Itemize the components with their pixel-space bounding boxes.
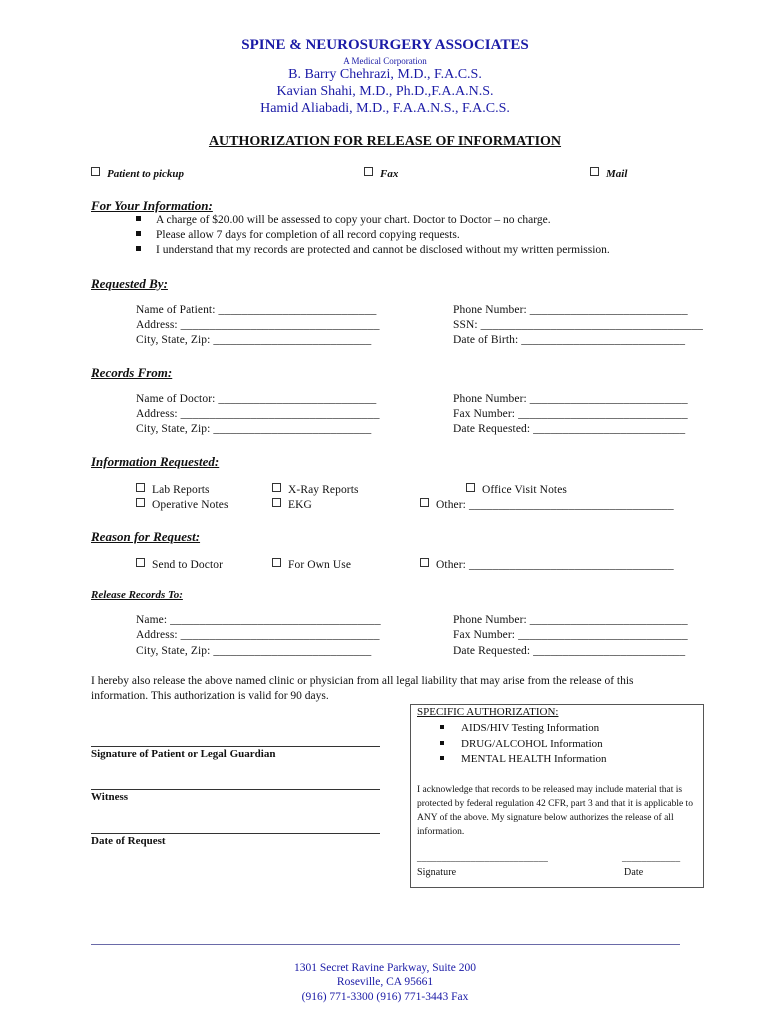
acknowledgement-text: I acknowledge that records to be released may include material that is protected by federal regulation 42 CFR, part 3 and that it is applicable to ANY of the above. My signature below authorizes the release of all information. [417,785,693,837]
checkbox-icon[interactable] [364,167,373,176]
footer-divider [91,944,680,945]
checkbox-icon[interactable] [420,498,429,507]
doctor-name: Hamid Aliabadi, M.D., F.A.A.N.S., F.A.C.S. [260,101,510,116]
info-bullet: I understand that my records are protected and cannot be disclosed without my written permission. [136,244,610,256]
option-fax[interactable] [364,167,398,180]
footer-address-line1: 1301 Secret Ravine Parkway, Suite 200 [294,962,476,974]
option-pickup[interactable] [91,167,184,180]
bullet-icon [440,725,444,729]
doctor-city-field[interactable]: City, State, Zip: ___________________________ [136,423,372,435]
auth-signature-label: Signature [417,867,457,878]
date-of-request-label: Date of Request [91,835,166,847]
section-heading-reason: Reason for Request: [91,529,201,544]
release-phone-field[interactable]: Phone Number: ___________________________ [453,614,688,626]
auth-item: AIDS/HIV Testing Information [440,722,599,734]
release-date-field[interactable]: Date Requested: __________________________ [453,645,686,657]
checkbox-icon[interactable] [136,483,145,492]
checkbox-icon[interactable] [91,167,100,176]
doctor-name-field[interactable]: Name of Doctor: ___________________________ [136,393,377,405]
checkbox-icon[interactable] [272,483,281,492]
auth-item: DRUG/ALCOHOL Information [440,738,603,750]
footer-phone: (916) 771-3300 (916) 771-3443 Fax [301,991,469,1003]
patient-address-field[interactable]: Address: __________________________________ [136,319,380,331]
checkbox-operative-notes[interactable]: Operative Notes [136,498,229,511]
section-heading-info: For Your Information: [91,198,213,213]
doctor-phone-field[interactable]: Phone Number: ___________________________ [453,393,688,405]
bullet-icon [440,756,444,760]
bullet-icon [136,231,141,236]
bullet-icon [440,741,444,745]
patient-city-field[interactable]: City, State, Zip: ___________________________ [136,334,372,346]
option-mail[interactable] [590,167,627,180]
form-title: AUTHORIZATION FOR RELEASE OF INFORMATION [208,134,562,149]
checkbox-icon[interactable] [466,483,475,492]
checkbox-lab-reports[interactable]: Lab Reports [136,483,210,496]
date-line[interactable] [91,833,380,834]
auth-date-label: Date [624,867,644,878]
witness-label: Witness [91,791,129,803]
practice-name: SPINE & NEUROSURGERY ASSOCIATES [241,37,529,53]
checkbox-icon[interactable] [420,558,429,567]
patient-dob-field[interactable]: Date of Birth: ____________________________ [453,334,686,346]
patient-name-field[interactable]: Name of Patient: ___________________________ [136,304,377,316]
bullet-icon [136,216,141,221]
patient-ssn-field[interactable]: SSN: ______________________________________ [453,319,703,331]
section-heading-release-to: Release Records To: [91,589,183,601]
section-heading-requested-by: Requested By: [91,276,168,291]
option-label: Fax [380,168,399,180]
checkbox-icon[interactable] [590,167,599,176]
release-city-field[interactable]: City, State, Zip: ___________________________ [136,645,372,657]
signature-line[interactable] [91,746,380,747]
release-statement: I hereby also release the above named clinic or physician from all legal liability that may arise from the release of this information. This authorization is valid for 90 days. [91,675,634,702]
checkbox-ekg[interactable]: EKG [272,498,312,511]
checkbox-icon[interactable] [136,558,145,567]
checkbox-office-visit-notes[interactable]: Office Visit Notes [466,483,567,496]
specific-authorization-title: SPECIFIC AUTHORIZATION: [417,706,559,718]
checkbox-icon[interactable] [136,498,145,507]
doctor-name: Kavian Shahi, M.D., Ph.D.,F.A.A.N.S. [276,84,494,99]
release-fax-field[interactable]: Fax Number: _____________________________ [453,629,688,641]
doctor-name: B. Barry Chehrazi, M.D., F.A.C.S. [288,67,482,82]
doctor-address-field[interactable]: Address: __________________________________ [136,408,380,420]
auth-item: MENTAL HEALTH Information [440,753,607,765]
checkbox-own-use[interactable]: For Own Use [272,558,351,571]
section-heading-information-requested: Information Requested: [91,454,220,469]
section-heading-records-from: Records From: [91,365,173,380]
checkbox-other-info[interactable]: Other: ___________________________________ [420,498,674,511]
option-label: Mail [606,168,628,180]
auth-signature-line[interactable]: ___________________________ [417,854,548,864]
release-name-field[interactable]: Name: ____________________________________ [136,614,381,626]
checkbox-icon[interactable] [272,558,281,567]
corporation-label: A Medical Corporation [343,56,427,66]
witness-line[interactable] [91,789,380,790]
date-requested-field[interactable]: Date Requested: __________________________ [453,423,686,435]
bullet-icon [136,246,141,251]
checkbox-send-to-doctor[interactable]: Send to Doctor [136,558,223,571]
doctor-fax-field[interactable]: Fax Number: _____________________________ [453,408,688,420]
checkbox-other-reason[interactable]: Other: ___________________________________ [420,558,674,571]
info-bullet: A charge of $20.00 will be assessed to copy your chart. Doctor to Doctor – no charge. [136,214,551,226]
patient-signature-label: Signature of Patient or Legal Guardian [91,748,276,760]
release-address-field[interactable]: Address: __________________________________ [136,629,380,641]
info-bullet: Please allow 7 days for completion of all record copying requests. [136,229,460,241]
auth-date-line[interactable]: ____________ [622,854,681,864]
option-label: Patient to pickup [107,168,184,180]
patient-phone-field[interactable]: Phone Number: ___________________________ [453,304,688,316]
checkbox-xray-reports[interactable]: X-Ray Reports [272,483,359,496]
checkbox-icon[interactable] [272,498,281,507]
footer-address-line2: Roseville, CA 95661 [336,976,434,988]
